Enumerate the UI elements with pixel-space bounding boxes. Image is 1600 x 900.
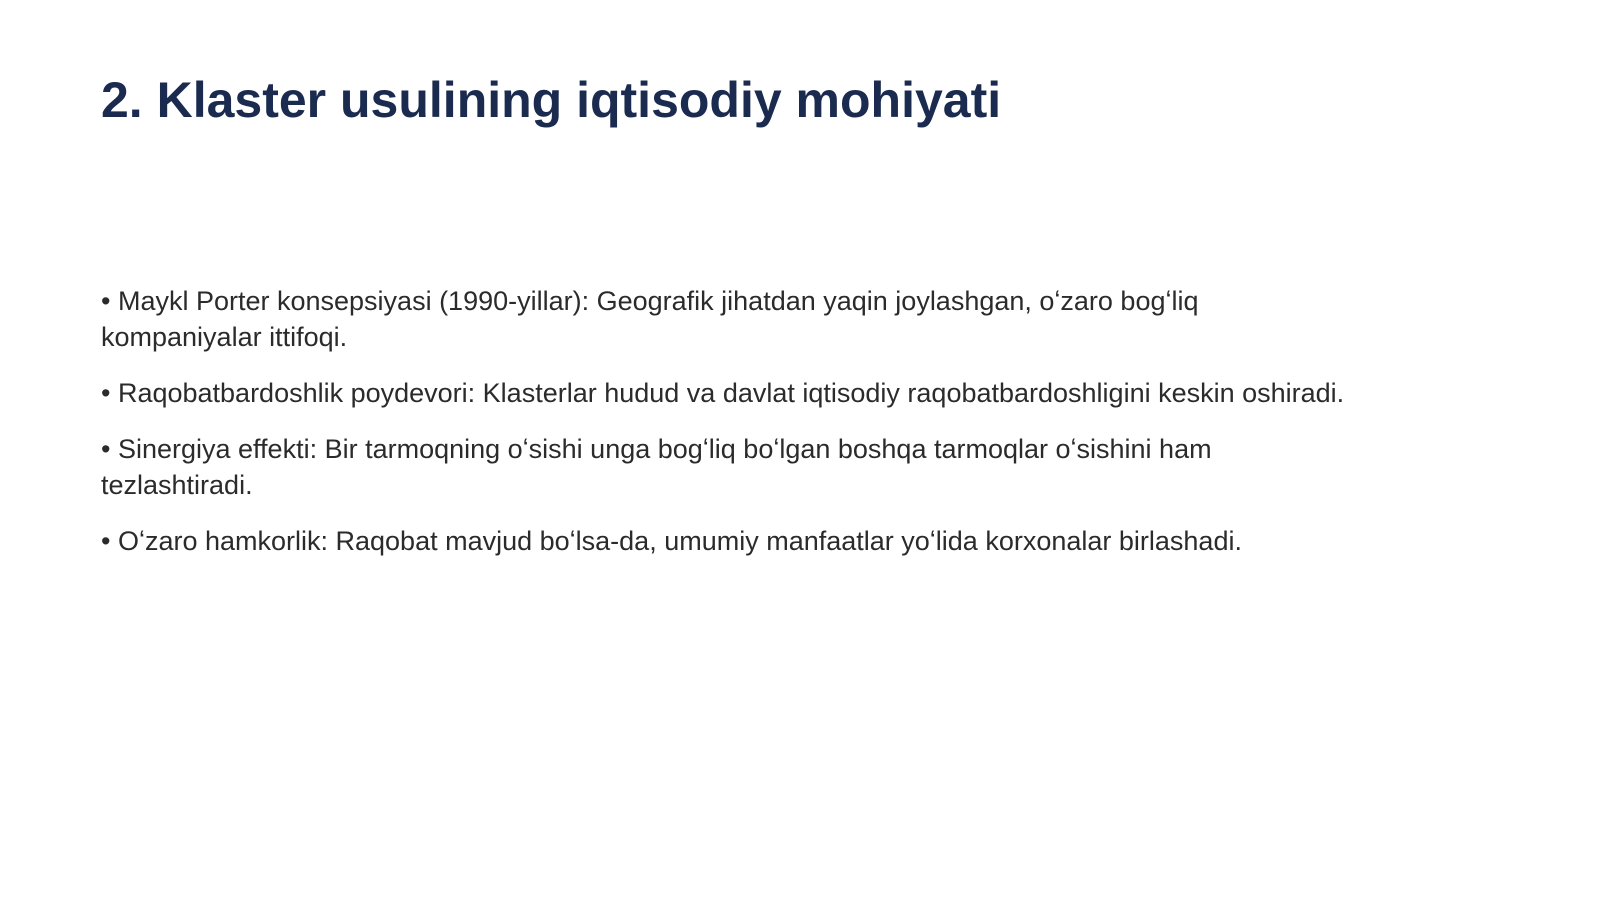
bullet-text: • Raqobatbardoshlik poydevori: Klasterlar hudud va davlat iqtisodiy raqobatbardoshligini keskin oshiradi. xyxy=(101,378,1345,408)
bullet-list xyxy=(101,283,1501,579)
bullet-text: • Maykl Porter konsepsiyasi (1990-yillar): Geografik jihatdan yaqin joylashgan, oʻzaro bogʻliq kompaniyalar ittifoqi. xyxy=(101,286,1199,352)
bullet-item-synergy xyxy=(101,431,1501,503)
slide-title: 2. Klaster usulining iqtisodiy mohiyati xyxy=(101,72,1002,128)
bullet-item-porter-concept xyxy=(101,283,1501,355)
bullet-item-competitiveness xyxy=(101,375,1501,411)
bullet-text: • Oʻzaro hamkorlik: Raqobat mavjud boʻlsa-da, umumiy manfaatlar yoʻlida korxonalar birlashadi. xyxy=(101,526,1242,556)
bullet-text: • Sinergiya effekti: Bir tarmoqning oʻsishi unga bogʻliq boʻlgan boshqa tarmoqlar oʻsishini ham tezlashtiradi. xyxy=(101,434,1212,500)
bullet-item-cooperation xyxy=(101,523,1501,559)
